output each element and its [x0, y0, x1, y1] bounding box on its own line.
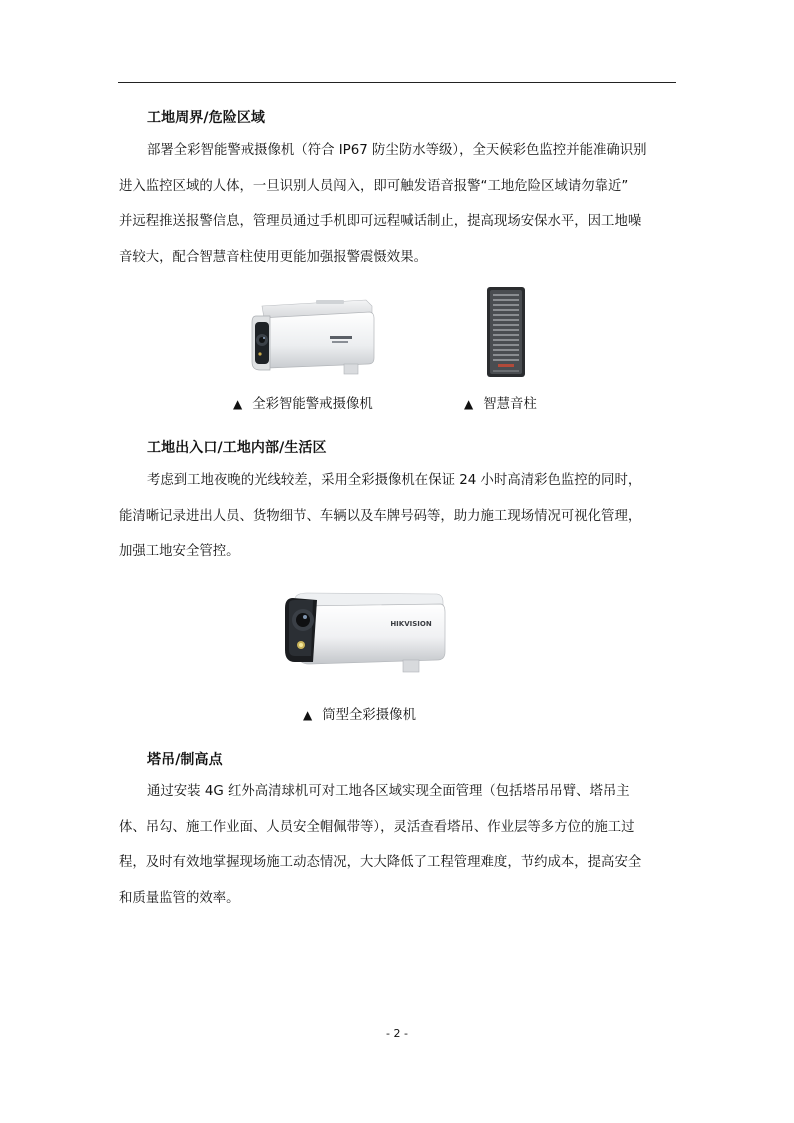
body-paragraph	[119, 774, 679, 916]
speaker-column-icon	[486, 286, 526, 378]
bullet-camera-icon	[248, 292, 378, 380]
header-rule	[118, 82, 676, 83]
paragraph-line: 能清晰记录进出人员、货物细节、车辆以及车牌号码等，助力施工现场情况可视化管理，	[119, 508, 642, 524]
brand-logo: HIKVISION	[390, 620, 432, 628]
section-heading: 塔吊/制高点	[147, 752, 223, 768]
triangle-icon: ▲	[303, 708, 313, 722]
figure-caption-text: 全彩智能警戒摄像机	[252, 397, 373, 412]
paragraph-line: 并远程推送报警信息，管理员通过手机即可远程喊话制止，提高现场安保水平，因工地噪	[119, 214, 642, 229]
triangle-icon: ▲	[464, 397, 474, 411]
paragraph-line: 考虑到工地夜晚的光线较差，采用全彩摄像机在保证 24 小时高清彩色监控的同时，	[147, 473, 642, 488]
paragraph-line: 通过安装 4G 红外高清球机可对工地各区域实现全面管理（包括塔吊吊臂、塔吊主	[147, 784, 630, 799]
paragraph-line: 部署全彩智能警戒摄像机（符合 IP67 防尘防水等级），全天候彩色监控并能准确识别	[147, 143, 647, 158]
body-paragraph	[119, 133, 679, 275]
section-heading: 工地出入口/工地内部/生活区	[147, 440, 327, 456]
paragraph-line: 和质量监管的效率。	[119, 890, 240, 906]
figure-caption-text: 筒型全彩摄像机	[322, 708, 416, 723]
triangle-icon: ▲	[233, 397, 243, 411]
figure-caption	[303, 705, 416, 726]
figure-caption-text: 智慧音柱	[483, 397, 537, 412]
paragraph-line: 体、吊勾、施工作业面、人员安全帽佩带等），灵活查看塔吊、作业层等多方位的施工过	[119, 819, 635, 835]
figure-caption	[233, 394, 373, 415]
bullet-camera-icon	[283, 590, 447, 680]
figure-caption	[464, 394, 537, 415]
page-number: - 2 -	[386, 1027, 408, 1040]
section-heading: 工地周界/危险区域	[147, 110, 266, 126]
body-paragraph	[119, 463, 679, 570]
paragraph-line: 进入监控区域的人体，一旦识别人员闯入，即可触发语音报警“工地危险区域请勿靠近”	[119, 178, 629, 194]
paragraph-line: 加强工地安全管控。	[119, 544, 240, 559]
paragraph-line: 程，及时有效地掌握现场施工动态情况，大大降低了工程管理难度，节约成本，提高安全	[119, 855, 642, 870]
paragraph-line: 音较大，配合智慧音柱使用更能加强报警震慑效果。	[119, 249, 427, 265]
